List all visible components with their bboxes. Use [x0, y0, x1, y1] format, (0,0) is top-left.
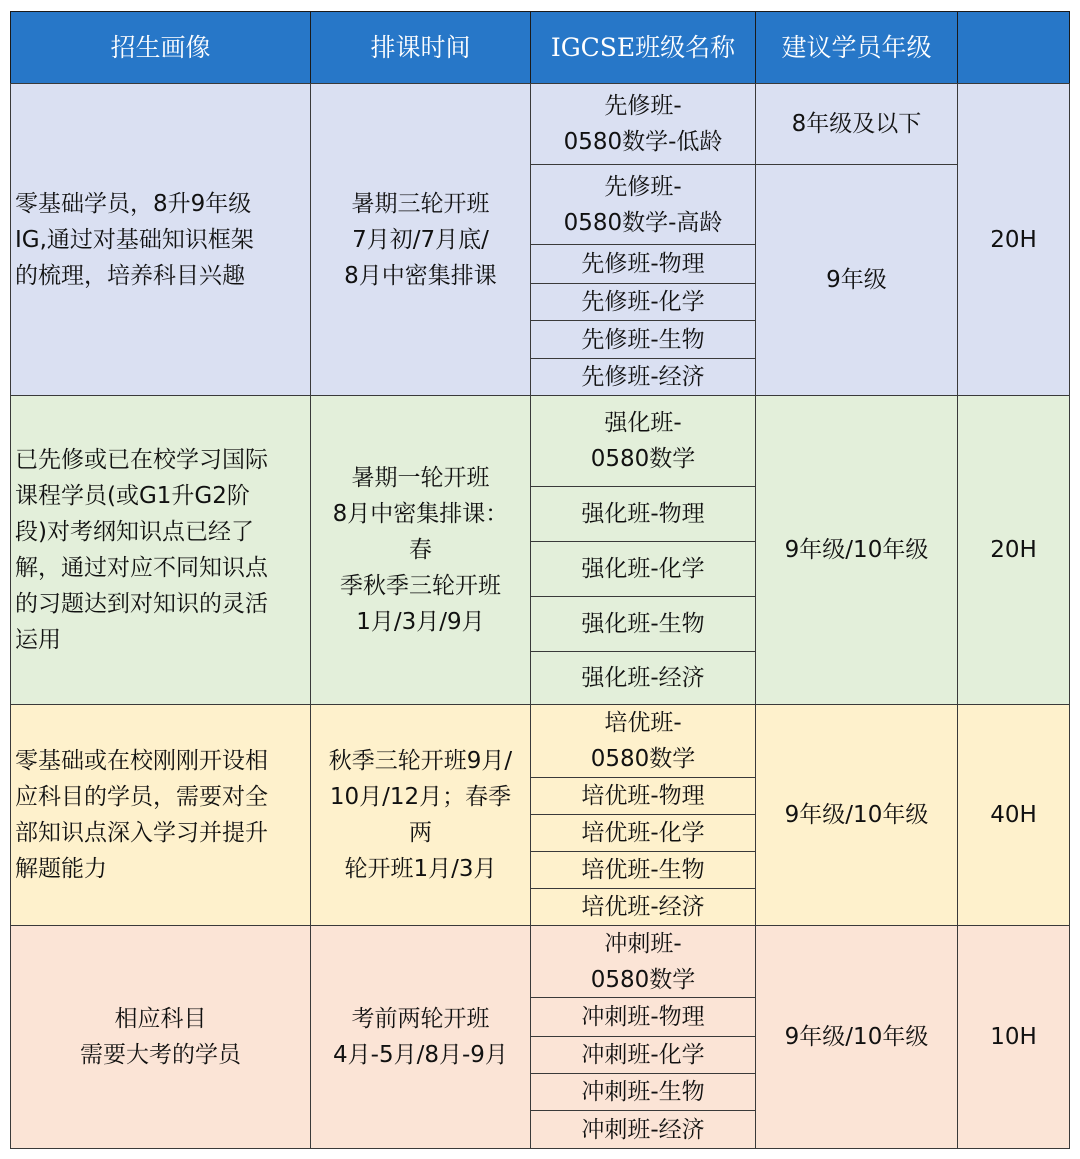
class-name-cell: 先修班-化学: [530, 283, 756, 321]
hours-cell: 20H: [957, 395, 1070, 705]
hours-cell: 20H: [957, 83, 1070, 396]
class-name-cell: 培优班-经济: [530, 888, 756, 926]
hours-cell: 40H: [957, 704, 1070, 926]
class-name-cell: 冲刺班-经济: [530, 1110, 756, 1149]
schedule-cell: 秋季三轮开班9月/ 10月/12月；春季 两 轮开班1月/3月: [310, 704, 531, 926]
class-name-cell: 先修班- 0580数学-低龄: [530, 83, 756, 165]
class-name-cell: 强化班- 0580数学: [530, 395, 756, 487]
class-name-cell: 冲刺班- 0580数学: [530, 925, 756, 998]
header-grade: 建议学员年级: [755, 11, 958, 84]
grade-cell: 8年级及以下: [755, 83, 958, 165]
grade-cell: 9年级/10年级: [755, 395, 958, 705]
header-schedule: 排课时间: [310, 11, 531, 84]
grade-cell: 9年级/10年级: [755, 925, 958, 1149]
class-name-cell: 先修班-生物: [530, 320, 756, 359]
header-class-name: IGCSE班级名称: [530, 11, 756, 84]
profile-cell: 零基础或在校刚刚开设相 应科目的学员，需要对全 部知识点深入学习并提升 解题能力: [10, 704, 311, 926]
hours-cell: 10H: [957, 925, 1070, 1149]
schedule-cell: 考前两轮开班 4月-5月/8月-9月: [310, 925, 531, 1149]
class-name-cell: 培优班-生物: [530, 851, 756, 889]
schedule-cell: 暑期三轮开班 7月初/7月底/ 8月中密集排课: [310, 83, 531, 396]
class-name-cell: 强化班-经济: [530, 651, 756, 705]
profile-cell: 已先修或已在校学习国际 课程学员(或G1升G2阶 段)对考纲知识点已经了 解，通过对应不同知识点 的习题达到对知识的灵活 运用: [10, 395, 311, 705]
class-name-cell: 冲刺班-生物: [530, 1073, 756, 1111]
grade-cell: 9年级/10年级: [755, 704, 958, 926]
class-name-cell: 培优班-化学: [530, 814, 756, 852]
class-name-cell: 先修班-物理: [530, 244, 756, 284]
class-name-cell: 冲刺班-物理: [530, 997, 756, 1037]
schedule-cell: 暑期一轮开班 8月中密集排课： 春 季秋季三轮开班 1月/3月/9月: [310, 395, 531, 705]
profile-cell: 相应科目 需要大考的学员: [10, 925, 311, 1149]
profile-cell: 零基础学员，8升9年级 IG,通过对基础知识框架 的梳理，培养科目兴趣: [10, 83, 311, 396]
class-name-cell: 强化班-化学: [530, 541, 756, 597]
class-name-cell: 培优班- 0580数学: [530, 704, 756, 778]
class-name-cell: 冲刺班-化学: [530, 1036, 756, 1074]
header-profile: 招生画像: [10, 11, 311, 84]
class-name-cell: 培优班-物理: [530, 777, 756, 815]
class-name-cell: 强化班-生物: [530, 596, 756, 652]
class-name-cell: 强化班-物理: [530, 486, 756, 542]
class-name-cell: 先修班-经济: [530, 358, 756, 396]
class-name-cell: 先修班- 0580数学-高龄: [530, 164, 756, 245]
header-hours: [957, 11, 1070, 84]
grade-cell: 9年级: [755, 164, 958, 396]
